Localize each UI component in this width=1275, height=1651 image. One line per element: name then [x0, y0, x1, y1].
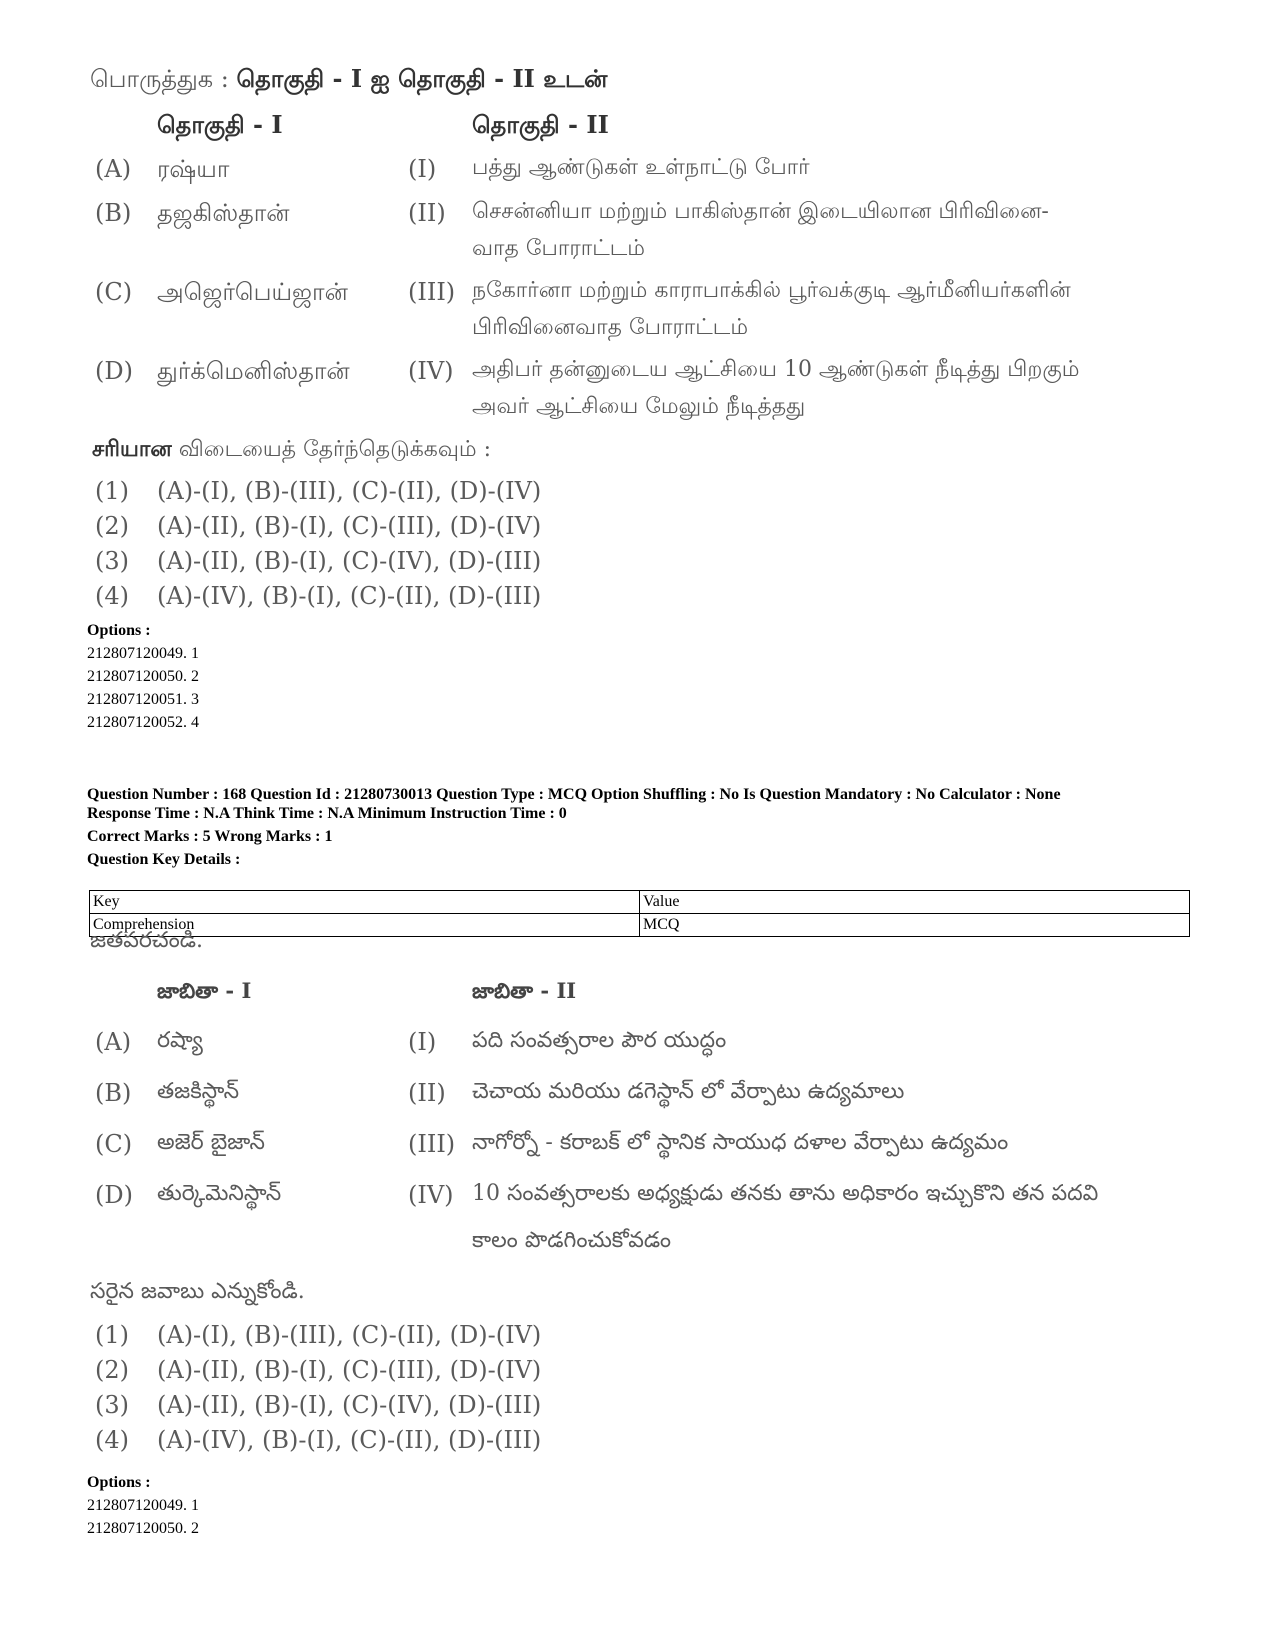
tamil-answer-num: (2) [95, 512, 129, 540]
telugu-row-item: తజకిస్థాన్ [157, 1079, 240, 1104]
tamil-row-desc: செசன்னியா மற்றும் பாகிஸ்தான் இடையிலான பிரிவினை- [472, 199, 1049, 224]
question-meta-line2: Response Time : N.A Think Time : N.A Minimum Instruction Time : 0 [87, 805, 567, 822]
telugu-row-tag: (D) [95, 1181, 133, 1209]
tamil-row-tag: (C) [95, 278, 133, 306]
question-key-table [89, 890, 1190, 937]
table-header-key: Key [90, 891, 640, 914]
tamil-row-num: (IV) [408, 357, 454, 385]
tamil-col2-header: தொகுதி - II [472, 110, 609, 139]
telugu-row-num: (IV) [408, 1181, 454, 1209]
telugu-answer-text: (A)-(II), (B)-(I), (C)-(IV), (D)-(III) [157, 1391, 542, 1419]
telugu-row-desc: నాగోర్నో - కరాబక్ లో స్థానిక సాయుధ దళాల వేర్పాటు ఉద్యమం [472, 1130, 1009, 1155]
tamil-row-tag: (D) [95, 357, 133, 385]
telugu-row-desc: 10 సంవత్సరాలకు అధ్యక్షుడు తనకు తాను అధికారం ఇచ్చుకొని తన పదవి [472, 1181, 1099, 1206]
tamil-row-desc-cont: பிரிவினைவாத போராட்டம் [472, 315, 749, 340]
telugu-row-num: (II) [408, 1079, 446, 1107]
tamil-row-num: (II) [408, 199, 446, 227]
tamil-row-item: ரஷ்யா [157, 155, 230, 183]
telugu-col2-header: జాబితా - II [472, 978, 577, 1003]
telugu-col1-header: జాబితా - I [157, 978, 252, 1003]
tamil-row-desc: பத்து ஆண்டுகள் உள்நாட்டு போர் [472, 155, 810, 180]
telugu-row-tag: (C) [95, 1130, 133, 1158]
table-header-value: Value [640, 891, 1190, 914]
telugu-row-tag: (A) [95, 1028, 132, 1056]
telugu-row-tag: (B) [95, 1079, 132, 1107]
tamil-answer-text: (A)-(II), (B)-(I), (C)-(IV), (D)-(III) [157, 547, 542, 575]
telugu-row-num: (I) [408, 1028, 437, 1056]
telugu-answer-text: (A)-(I), (B)-(III), (C)-(II), (D)-(IV) [157, 1321, 542, 1349]
tamil-row-desc-cont: அவர் ஆட்சியை மேலும் நீடித்தது [472, 394, 806, 419]
tamil-row-item: துர்க்மெனிஸ்தான் [157, 357, 350, 385]
tamil-choose-line [92, 436, 491, 465]
option-item: 212807120050. 2 [87, 668, 199, 685]
tamil-choose-rest: விடையைத் தேர்ந்தெடுக்கவும் : [178, 437, 492, 462]
telugu-row-item: అజెర్ బైజాన్ [157, 1130, 265, 1155]
tamil-answer-text: (A)-(IV), (B)-(I), (C)-(II), (D)-(III) [157, 582, 542, 610]
option-item: 212807120052. 4 [87, 714, 199, 731]
telugu-answer-num: (2) [95, 1356, 129, 1384]
tamil-row-tag: (A) [95, 155, 132, 183]
tamil-answer-num: (3) [95, 547, 129, 575]
question-meta-line1: Question Number : 168 Question Id : 21280730013 Question Type : MCQ Option Shuffling : No Is Question Mandatory : No Calculator : None [87, 786, 1061, 803]
table-header-row [90, 891, 1190, 914]
table-cell-value: MCQ [640, 914, 1190, 937]
tamil-row-desc-cont: வாத போராட்டம் [472, 236, 645, 261]
telugu-answer-text: (A)-(IV), (B)-(I), (C)-(II), (D)-(III) [157, 1426, 542, 1454]
table-cell-key: Comprehension [90, 914, 640, 937]
tamil-row-num: (I) [408, 155, 437, 183]
tamil-instruction-prefix: பொருத்துக : [90, 65, 229, 93]
telugu-choose: సరైన జవాబు ఎన్నుకోండి. [90, 1279, 305, 1304]
tamil-instruction [90, 64, 607, 96]
telugu-answer-text: (A)-(II), (B)-(I), (C)-(III), (D)-(IV) [157, 1356, 542, 1384]
telugu-answer-num: (3) [95, 1391, 129, 1419]
options-label: Options : [87, 622, 151, 639]
tamil-row-item: தஜகிஸ்தான் [157, 199, 290, 227]
telugu-row-desc-cont: కాలం పొడగించుకోవడం [472, 1228, 671, 1253]
tamil-row-num: (III) [408, 278, 456, 306]
tamil-row-tag: (B) [95, 199, 132, 227]
telugu-row-item: రష్యా [157, 1028, 203, 1053]
option-item: 212807120049. 1 [87, 1497, 199, 1514]
telugu-row-num: (III) [408, 1130, 456, 1158]
tamil-answer-text: (A)-(II), (B)-(I), (C)-(III), (D)-(IV) [157, 512, 542, 540]
telugu-row-desc: పది సంవత్సరాల పౌర యుద్ధం [472, 1028, 727, 1053]
telugu-instruction: జతపరచండి. [90, 928, 204, 953]
telugu-answer-num: (1) [95, 1321, 129, 1349]
tamil-row-desc: நகோர்னா மற்றும் காராபாக்கில் பூர்வக்குடி ஆர்மீனியர்களின் [472, 278, 1071, 303]
question-key-details: Question Key Details : [87, 851, 241, 868]
tamil-row-desc: அதிபர் தன்னுடைய ஆட்சியை 10 ஆண்டுகள் நீடித்து பிறகும் [472, 357, 1080, 382]
tamil-answer-num: (4) [95, 582, 129, 610]
telugu-answer-num: (4) [95, 1426, 129, 1454]
tamil-answer-text: (A)-(I), (B)-(III), (C)-(II), (D)-(IV) [157, 477, 542, 505]
option-item: 212807120050. 2 [87, 1520, 199, 1537]
table-row [90, 914, 1190, 937]
telugu-row-desc: చెచాయ మరియు డగెస్థాన్ లో వేర్పాటు ఉద్యమాలు [472, 1079, 905, 1104]
tamil-answer-num: (1) [95, 477, 129, 505]
tamil-instruction-bold: தொகுதி - I ஐ தொகுதி - II உடன் [236, 64, 608, 93]
question-marks: Correct Marks : 5 Wrong Marks : 1 [87, 828, 333, 845]
tamil-choose-bold: சரியான [92, 436, 172, 462]
telugu-row-item: తుర్కెమెనిస్థాన్ [157, 1181, 282, 1206]
option-item: 212807120049. 1 [87, 645, 199, 662]
options-label: Options : [87, 1474, 151, 1491]
option-item: 212807120051. 3 [87, 691, 199, 708]
tamil-col1-header: தொகுதி - I [157, 110, 283, 139]
tamil-row-item: அஜெர்பெய்ஜான் [157, 278, 348, 306]
